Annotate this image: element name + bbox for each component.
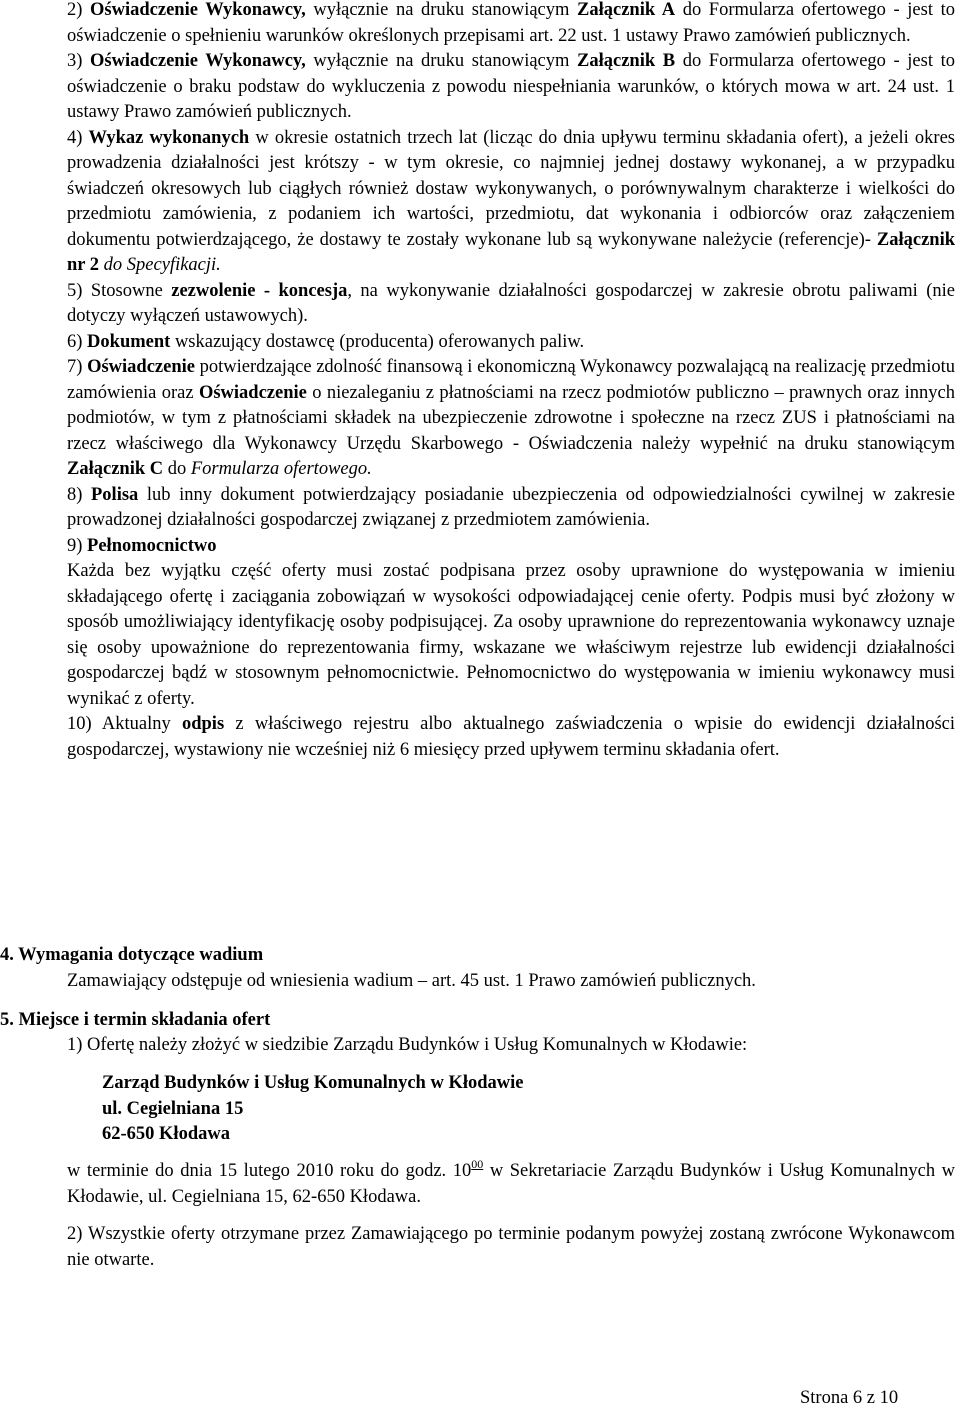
requirements-list — [67, 0, 955, 763]
section-4-text: Zamawiający odstępuje od wniesienia wadium – art. 45 ust. 1 Prawo zamówień publicznych. — [67, 971, 756, 991]
section-5-p1: 1) Ofertę należy złożyć w siedzibie Zarządu Budynków i Usług Komunalnych w Kłodawie: — [67, 1035, 748, 1055]
address-line-city: 62-650 Kłodawa — [102, 1124, 230, 1144]
list-item-10: 10) Aktualny odpis z właściwego rejestru albo aktualnego zaświadczenia o wpisie do ewidencji działalności gospodarczej, wystawiony nie wcześniej niż 6 miesięcy przed upływem terminu składania ofert. — [67, 714, 955, 760]
list-item-4: 4) Wykaz wykonanych w okresie ostatnich trzech lat (licząc do dnia upływu terminu składania ofert), a jeżeli okres prowadzenia działalności jest krótszy - w tym okresie, co najmniej jednej dostawy wykonanej, a w przypadku świadczeń okresowych lub ciągłych również dostaw wykonywanych, o porównywalnym charakterze i wielkości do przedmiotu zamówienia, z podaniem ich wartości, przedmiotu, dat wykonania i odbiorców oraz załączeniem dokumentu potwierdzającego, że dostawy te zostały wykonane lub są wykonywane należycie (referencje)- Załącznik nr 2 do Specyfikacji. — [67, 127, 955, 275]
list-item-9: 9) Pełnomocnictwo — [67, 535, 217, 556]
list-item-6: 6) Dokument wskazujący dostawcę (producenta) oferowanych paliw. — [67, 331, 585, 352]
section-5-p2: 2) Wszystkie oferty otrzymane przez Zamawiającego po terminie podanym powyżej zostaną zwrócone Wykonawcom nie otwarte. — [67, 1224, 955, 1270]
list-item-2: 2) Oświadczenie Wykonawcy, wyłącznie na druku stanowiącym Załącznik A do Formularza ofertowego - jest to oświadczenie o spełnieniu warunków określonych przepisami art. 22 ust. 1 ustawy Prawo zamówień publicznych. — [67, 0, 955, 46]
list-item-8: 8) Polisa lub inny dokument potwierdzający posiadanie ubezpieczenia od odpowiedzialności cywilnej w zakresie prowadzonej działalności gospodarczej związanej z przedmiotem zamówienia. — [67, 484, 955, 530]
address-line-name: Zarząd Budynków i Usług Komunalnych w Kłodawie — [102, 1073, 524, 1093]
list-item-7: 7) Oświadczenie potwierdzające zdolność finansową i ekonomiczną Wykonawcy pozwalającą na realizację przedmiotu zamówienia oraz Oświadczenie o niezaleganiu z płatnościami na rzecz podmiotów publiczno – prawnych oraz innych podmiotów, w tym z płatnościami składek na ubezpieczenie zdrowotne i społeczne na rzecz ZUS i płatnościami na rzecz właściwego dla Wykonawcy Urzędu Skarbowego - Oświadczenia należy wypełnić na druku stanowiącym Załącznik C do Formularza ofertowego. — [67, 357, 955, 479]
hour-minutes: 00 — [471, 1157, 484, 1171]
list-item-9-text: Każda bez wyjątku część oferty musi zostać podpisana przez osoby uprawnione do występowania w imieniu składającego ofertę i zaciągania zobowiązań w wysokości odpowiadającej cenie oferty. Podpis musi być złożony w sposób umożliwiający identyfikację osoby podpisującej. Za osoby uprawnione do reprezentowania wykonawcy uznaje się osoby upoważnione do reprezentowania firmy, wskazane we właściwym rejestrze lub ewidencji działalności gospodarczej bądź w stosownym pełnomocnictwie. Pełnomocnictwo do występowania w imieniu wykonawcy musi wynikać z oferty. — [67, 561, 955, 709]
section-5-heading: 5. Miejsce i termin składania ofert — [0, 1010, 271, 1030]
page-number: Strona 6 z 10 — [800, 1388, 899, 1408]
address-line-street: ul. Cegielniana 15 — [102, 1098, 244, 1119]
submission-deadline: w terminie do dnia 15 lutego 2010 roku do godz. $10^{00}$ w Sekretariacie Zarządu Budynków i Usług Komunalnych w Kłodawie, ul. Cegielniana 15, 62-650 Kłodawa. — [67, 1157, 956, 1207]
section-4-heading: 4. Wymagania dotyczące wadium — [0, 945, 264, 965]
office-address — [102, 1071, 523, 1148]
list-item-5: 5) Stosowne zezwolenie - koncesja, na wykonywanie działalności gospodarczej w zakresie obrotu paliwami (nie dotyczy wyłączeń ustawowych). — [67, 280, 955, 326]
list-item-3: 3) Oświadczenie Wykonawcy, wyłącznie na druku stanowiącym Załącznik B do Formularza ofertowego - jest to oświadczenie o braku podstaw do wykluczenia z powodu niespełniania warunków, o których mowa w art. 24 ust. 1 ustawy Prawo zamówień publicznych. — [67, 51, 955, 122]
